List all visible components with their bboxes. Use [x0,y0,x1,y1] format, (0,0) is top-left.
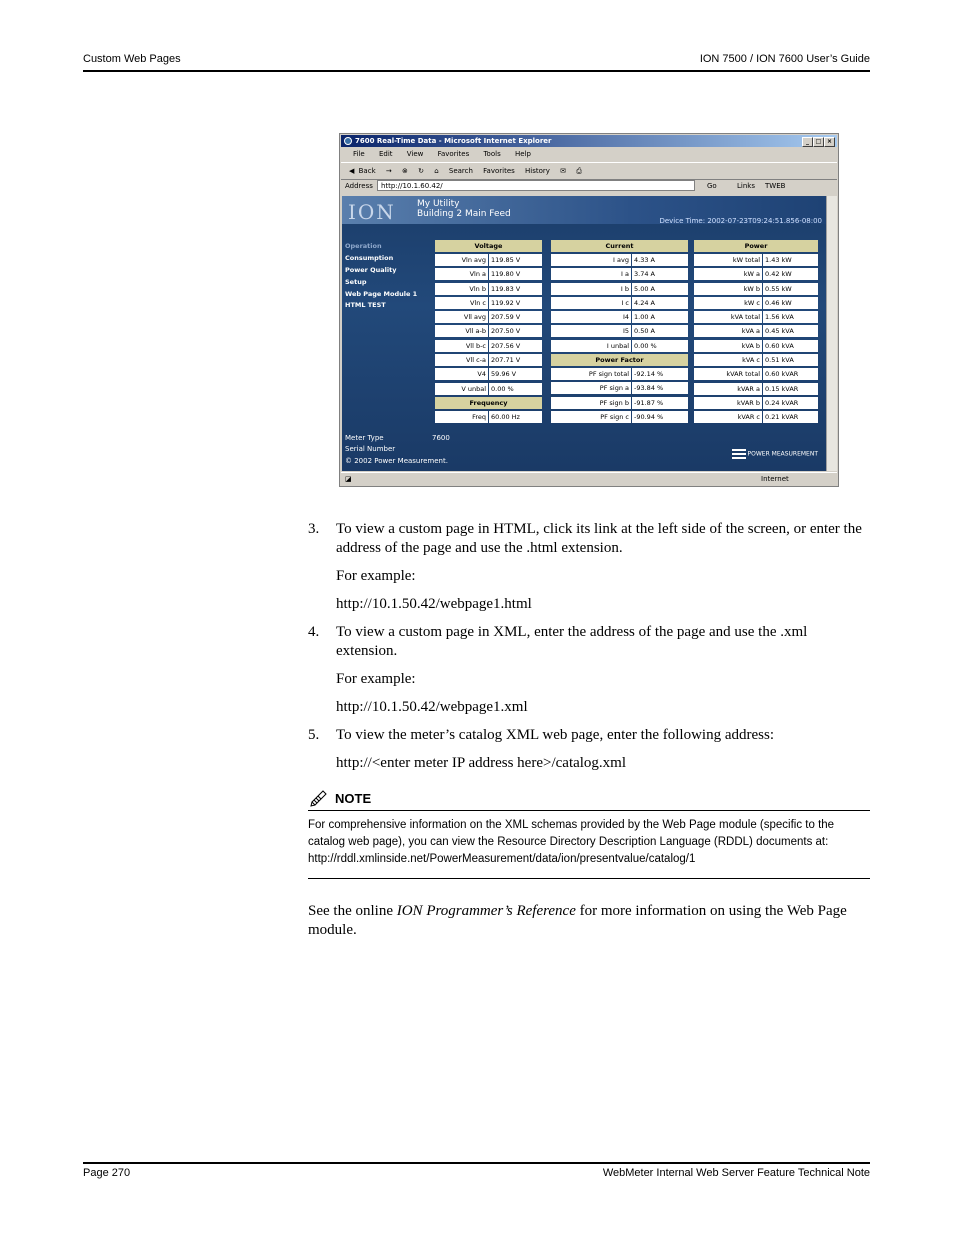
measurement-value: 0.55 kW [763,283,818,295]
measurement-label: kVA a [694,325,762,337]
mail-icon[interactable]: ✉ [560,167,567,175]
measurement-value: -90.94 % [632,411,688,423]
current-table [551,240,688,425]
refresh-icon[interactable]: ↻ [418,167,424,175]
table-row [694,411,818,423]
web-page-content [342,196,826,471]
measurement-label: I unbal [551,340,631,352]
measurement-label: I a [551,268,631,280]
measurement-value: 119.80 V [489,268,542,280]
nav-web-page-module-1[interactable]: Web Page Module 1 [345,290,418,298]
home-icon[interactable]: ⌂ [434,167,439,175]
table-row [435,268,542,280]
running-header-doc-title: ION 7500 / ION 7600 User’s Guide [699,53,870,65]
menu-tools[interactable]: Tools [483,150,501,158]
step-3-url: http://10.1.50.42/webpage1.html [336,596,532,612]
nav-operation[interactable]: Operation [345,242,382,250]
measurement-value: -92.14 % [632,368,688,380]
table-header: Power [694,240,818,252]
measurement-label: kVA c [694,354,762,366]
measurement-value: -93.84 % [632,382,688,394]
menu-edit[interactable]: Edit [378,150,393,158]
page-number: Page 270 [83,1167,131,1179]
table-row [435,354,542,366]
step-3-for-example: For example: [336,568,416,584]
table-row [435,297,542,309]
print-icon[interactable]: ⎙ [576,167,582,175]
nav-power-quality[interactable]: Power Quality [345,266,397,274]
table-row [435,411,542,423]
page-done-icon: ◪ [345,475,352,483]
measurement-value: 0.42 kW [763,268,818,280]
address-label: Address [345,182,373,190]
table-row [694,383,818,395]
nav-setup[interactable]: Setup [345,278,367,286]
measurement-value: 4.33 A [632,254,688,266]
copyright: © 2002 Power Measurement. [345,457,448,465]
measurement-label: I5 [551,325,631,337]
measurement-label: V4 [435,368,488,380]
measurement-value: 59.96 V [489,368,542,380]
measurement-value: 0.51 kVA [763,354,818,366]
footer-doc-title: WebMeter Internal Web Server Feature Technical Note [602,1167,870,1179]
step-4-for-example: For example: [336,671,416,687]
back-icon[interactable]: ◀ [349,167,355,175]
measurement-label: PF sign total [551,368,631,380]
table-row [551,397,688,409]
close-icon[interactable]: × [824,137,835,147]
table-row [694,368,818,380]
measurement-label: V unbal [435,383,488,395]
measurement-label: Vll a-b [435,325,488,337]
note-body: For comprehensive information on the XML schemas provided by the Web Page module (specific to the catalog web page), you can view the Resource Directory Description Language (RDDL) documents at: http://rddl.xmlinside.net/PowerMeasurement/data/ion/presentvalue/catalog/1 [308,819,835,865]
note-bottom-rule [308,878,870,879]
table-row [551,325,688,337]
menu-favorites[interactable]: Favorites [437,150,470,158]
table-row [435,254,542,266]
table-row [435,368,542,380]
measurement-value: 60.00 Hz [489,411,542,423]
table-header: Power Factor [551,354,688,366]
measurement-value: 0.60 kVA [763,340,818,352]
nav-consumption[interactable]: Consumption [345,254,394,262]
measurement-label: I c [551,297,631,309]
table-row [435,325,542,337]
status-bar [341,472,837,485]
ion-logo: ION [348,200,396,224]
table-row [435,340,542,352]
closing-pre: See the online [308,903,397,919]
site-title: My Utility [417,199,460,209]
minimize-icon[interactable]: _ [802,137,813,147]
measurement-label: Vln a [435,268,488,280]
step-3-number: 3. [308,521,320,537]
table-row [694,254,818,266]
power-measurement-logo [732,449,818,459]
table-row [694,268,818,280]
measurement-label: Vll b-c [435,340,488,352]
measurement-value: 0.46 kW [763,297,818,309]
table-row [694,340,818,352]
measurement-value: 0.00 % [489,383,542,395]
measurement-label: I4 [551,311,631,323]
table-header: Frequency [435,397,542,409]
table-header: Current [551,240,688,252]
search-button[interactable]: Search [448,167,473,175]
table-row [551,254,688,266]
measurement-value: 207.59 V [489,311,542,323]
address-bar [341,179,837,193]
address-input[interactable]: http://10.1.60.42/ [377,180,695,191]
step-5-url: http://<enter meter IP address here>/catalog.xml [336,755,627,771]
note-title: NOTE [335,791,372,806]
ie-icon [344,137,352,145]
table-row [694,325,818,337]
back-button[interactable]: Back [358,167,376,175]
go-button[interactable]: Go [707,182,717,190]
table-row [694,297,818,309]
internet-zone: Internet [761,475,789,483]
links-tweb[interactable]: TWEB [765,182,786,190]
note-pencil-icon [309,788,329,808]
table-row [435,311,542,323]
menu-view[interactable]: View [406,150,424,158]
footer-rule [83,1162,870,1164]
window-title: 7600 Real-Time Data - Microsoft Internet Explorer [355,137,552,145]
vertical-scrollbar[interactable] [826,196,837,471]
step-3-text: To view a custom page in HTML, click its link at the left side of the screen, or enter the address of the page and use the .html extension. [336,521,862,556]
measurement-label: kVA b [694,340,762,352]
browser-screenshot [339,133,839,487]
measurement-label: kVA total [694,311,762,323]
measurement-value: -91.87 % [632,397,688,409]
window-titlebar [341,135,837,147]
measurement-value: 5.00 A [632,283,688,295]
forward-icon[interactable]: → [385,167,392,175]
measurement-label: kVAR c [694,411,762,423]
measurement-value: 119.92 V [489,297,542,309]
closing-paragraph [308,902,870,940]
serial-number-label: Serial Number [345,445,396,453]
favorites-button[interactable]: Favorites [483,167,515,175]
menu-bar [341,148,837,160]
meter-type-label: Meter Type [345,434,384,442]
table-row [551,411,688,423]
table-row [435,283,542,295]
measurement-label: PF sign a [551,382,631,394]
table-row [551,268,688,280]
measurement-value: 0.45 kVA [763,325,818,337]
maximize-icon[interactable]: □ [813,137,824,147]
menu-help[interactable]: Help [514,150,531,158]
table-row [551,297,688,309]
table-row [694,397,818,409]
toolbar [341,162,837,180]
measurement-value: 119.85 V [489,254,542,266]
measurement-label: kW a [694,268,762,280]
measurement-value: 119.83 V [489,283,542,295]
stop-icon[interactable]: ⊗ [401,167,408,175]
voltage-table [435,240,542,425]
measurement-label: kW b [694,283,762,295]
measurement-value: 0.00 % [632,340,688,352]
measurement-value: 0.50 A [632,325,688,337]
running-header-section: Custom Web Pages [83,53,181,65]
closing-post: for more information on using the Web Page module. [308,903,847,938]
table-row [694,311,818,323]
measurement-label: kVAR b [694,397,762,409]
table-header: Voltage [435,240,542,252]
device-time: Device Time: 2002-07-23T09:24:51.856-08:00 [659,217,822,225]
measurement-value: 4.24 A [632,297,688,309]
measurement-label: Freq [435,411,488,423]
measurement-label: kW c [694,297,762,309]
measurement-label: Vln avg [435,254,488,266]
table-row [551,340,688,352]
measurement-value: 0.60 kVAR [763,368,818,380]
table-row [551,283,688,295]
measurement-label: Vll avg [435,311,488,323]
measurement-value: 1.43 kW [763,254,818,266]
measurement-label: PF sign b [551,397,631,409]
table-row [551,311,688,323]
menu-file[interactable]: File [353,150,365,158]
table-row [694,354,818,366]
pm-logo-mark [732,449,746,459]
step-4-url: http://10.1.50.42/webpage1.xml [336,699,528,715]
measurement-label: I b [551,283,631,295]
table-row [435,383,542,395]
header-rule [83,70,870,72]
step-5-text: To view the meter’s catalog XML web page, enter the following address: [336,727,774,743]
measurement-label: PF sign c [551,411,631,423]
links-label[interactable]: Links [737,182,755,190]
meter-type-value: 7600 [432,434,450,442]
measurement-label: kVAR a [694,383,762,395]
programmers-reference-title: ION Programmer’s Reference [396,903,576,919]
nav-html-test[interactable]: HTML TEST [345,301,386,309]
measurement-label: kVAR total [694,368,762,380]
step-4-number: 4. [308,624,320,640]
table-row [551,382,688,394]
measurement-value: 0.21 kVAR [763,411,818,423]
measurement-value: 0.24 kVAR [763,397,818,409]
step-4-text: To view a custom page in XML, enter the address of the page and use the .xml extension. [336,624,808,659]
table-row [694,283,818,295]
measurement-value: 1.00 A [632,311,688,323]
measurement-label: Vln c [435,297,488,309]
measurement-value: 3.74 A [632,268,688,280]
table-row [551,368,688,380]
step-5-number: 5. [308,727,320,743]
power-table [694,240,818,426]
measurement-value: 207.50 V [489,325,542,337]
note-top-rule [308,810,870,811]
measurement-label: Vll c-a [435,354,488,366]
measurement-label: Vln b [435,283,488,295]
pm-logo-text: POWER MEASUREMENT [747,450,818,458]
measurement-value: 207.71 V [489,354,542,366]
measurement-value: 1.56 kVA [763,311,818,323]
site-subtitle: Building 2 Main Feed [417,209,511,219]
measurement-value: 207.56 V [489,340,542,352]
measurement-value: 0.15 kVAR [763,383,818,395]
measurement-label: I avg [551,254,631,266]
measurement-label: kW total [694,254,762,266]
history-button[interactable]: History [525,167,550,175]
